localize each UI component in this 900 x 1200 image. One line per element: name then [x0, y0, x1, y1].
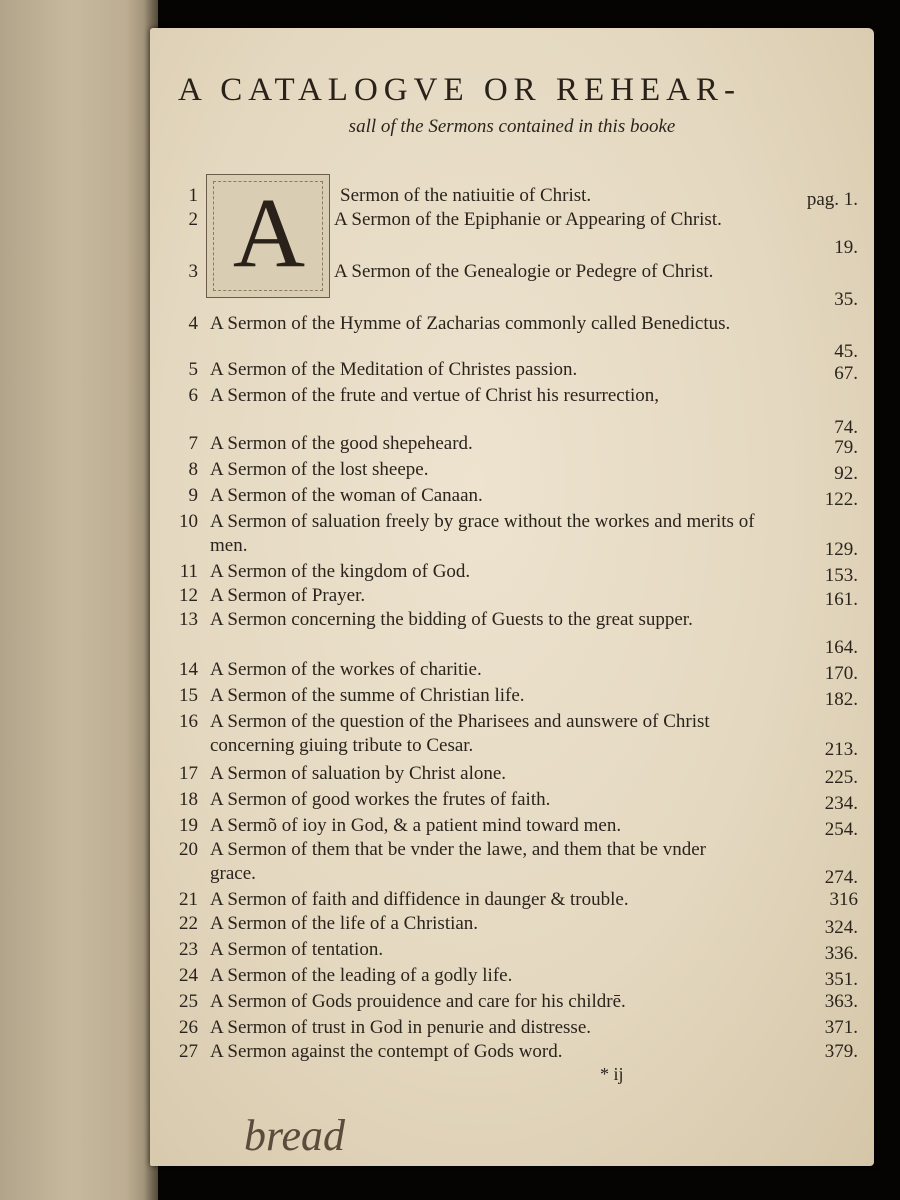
entry-number: 27	[179, 1041, 198, 1062]
entry-page: 79.	[834, 437, 858, 458]
page-title: A CATALOGVE OR REHEAR-	[178, 72, 741, 108]
entry-number: 22	[179, 913, 198, 934]
entry-page: 182.	[824, 689, 858, 710]
entry-page: 92.	[834, 463, 858, 484]
entry-text: A Sermon of the woman of Canaan.	[210, 485, 483, 506]
entry-page: 324.	[824, 917, 858, 938]
entry-text: A Sermon of the leading of a godly life.	[210, 965, 513, 986]
left-page-edge	[0, 0, 158, 1200]
entry-text: A Sermon of Gods prouidence and care for his childrē.	[210, 991, 626, 1012]
entry-number: 10	[179, 511, 198, 532]
entry-number: 16	[179, 711, 198, 732]
entry-page: 122.	[824, 489, 858, 510]
entry-page: 225.	[824, 767, 858, 788]
entry-page: 129.	[824, 539, 858, 560]
entry-page: 234.	[824, 793, 858, 814]
entry-text: A Sermon of faith and diffidence in daunger & trouble.	[210, 889, 629, 910]
entry-text: A Sermon of the Meditation of Christes passion.	[210, 359, 578, 380]
entry-text: A Sermon of trust in God in penurie and distresse.	[210, 1017, 592, 1038]
entry-text: A Sermon of the good shepeheard.	[210, 433, 473, 454]
entry-text: A Sermon of the frute and vertue of Christ his resurrection,	[210, 385, 660, 406]
entry-page: 371.	[824, 1017, 858, 1038]
entry-number: 12	[179, 585, 198, 606]
entry-text: A Sermon of the summe of Christian life.	[210, 685, 525, 706]
signature-mark: * ij	[600, 1064, 624, 1084]
entry-page: 74.	[834, 417, 858, 438]
entry-text: A Sermon of tentation.	[210, 939, 384, 960]
entry-number: 25	[179, 991, 198, 1012]
entry-text: A Sermon of Prayer.	[210, 585, 366, 606]
entry-text: A Sermon of the kingdom of God.	[210, 561, 471, 582]
entry-page: 213.	[824, 739, 858, 760]
entry-number: 23	[179, 939, 198, 960]
entry-text: A Sermon against the contempt of Gods word.	[210, 1041, 563, 1062]
entry-text: A Sermon of the life of a Christian.	[210, 913, 479, 934]
entry-page: 164.	[824, 637, 858, 658]
entry-page: 161.	[824, 589, 858, 610]
entry-number: 4	[188, 313, 198, 334]
entry-page: 351.	[824, 969, 858, 990]
entry-number: 21	[179, 889, 198, 910]
entry-page: 363.	[824, 991, 858, 1012]
entry-text: A Sermon of the lost sheepe.	[210, 459, 429, 480]
entry-page: 170.	[824, 663, 858, 684]
entry-number: 20	[179, 839, 198, 860]
entry-number: 13	[179, 609, 198, 630]
entry-number: 5	[188, 359, 198, 380]
entry-text: A Sermon of saluation by Christ alone.	[210, 763, 507, 784]
entry-text: A Sermon of the Genealogie or Pedegre of Christ.	[334, 261, 714, 282]
entry-number: 11	[179, 561, 198, 582]
entry-page: pag. 1.	[806, 189, 858, 210]
entry-page: 67.	[834, 363, 858, 384]
entry-text: A Sermon of the question of the Pharisees and aunswere of Christ concerning giuing tribute to Cesar.	[210, 711, 710, 756]
entry-number: 9	[188, 485, 198, 506]
entry-text: A Sermon of the Epiphanie or Appearing of Christ.	[334, 209, 722, 230]
entry-page: 379.	[824, 1041, 858, 1062]
entry-number: 15	[179, 685, 198, 706]
initial-letter: A	[232, 177, 306, 288]
entry-text: A Sermon of saluation freely by grace without the workes and merits of men.	[210, 511, 755, 556]
entry-number: 3	[188, 261, 198, 282]
entry-page: 274.	[824, 867, 858, 888]
entry-page: 254.	[824, 819, 858, 840]
entry-number: 2	[188, 209, 198, 230]
entry-number: 7	[188, 433, 198, 454]
entry-number: 8	[188, 459, 198, 480]
entry-number: 17	[179, 763, 198, 784]
entry-number: 14	[179, 659, 198, 680]
entry-number: 18	[179, 789, 198, 810]
entry-page: 19.	[834, 237, 858, 258]
entry-number: 1	[188, 185, 198, 206]
entry-text: A Sermon of the workes of charitie.	[210, 659, 482, 680]
entry-number: 19	[179, 815, 198, 836]
entry-text: A Sermon of them that be vnder the lawe, and them that be vnder grace.	[210, 839, 706, 884]
entry-text: A Sermõ of ioy in God, & a patient mind toward men.	[210, 815, 622, 836]
entry-number: 26	[179, 1017, 198, 1038]
entry-number: 24	[179, 965, 198, 986]
entry-page: 45.	[834, 341, 858, 362]
handwritten-note: bread	[244, 1111, 346, 1160]
entry-page: 316	[829, 889, 858, 910]
entry-page: 336.	[824, 943, 858, 964]
page-subtitle: sall of the Sermons contained in this booke	[348, 116, 676, 137]
entry-page: 35.	[834, 289, 858, 310]
entry-text: A Sermon concerning the bidding of Guests to the great supper.	[210, 609, 693, 630]
entry-number: 6	[188, 385, 198, 406]
entry-text: A Sermon of good workes the frutes of faith.	[210, 789, 551, 810]
decorated-initial	[206, 174, 330, 298]
page-content	[150, 28, 874, 1166]
entry-page: 153.	[824, 565, 858, 586]
entry-text: A Sermon of the Hymme of Zacharias commonly called Benedictus.	[210, 313, 731, 334]
catalogue-page	[150, 28, 874, 1166]
entry-text: Sermon of the natiuitie of Christ.	[340, 185, 592, 206]
